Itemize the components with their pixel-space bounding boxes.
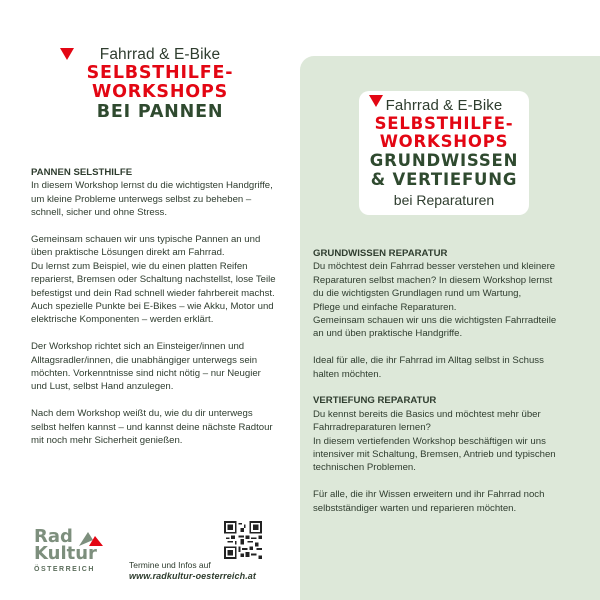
right-header-card [359, 91, 529, 215]
paragraph: Ideal für alle, die ihr Fahrrad im Alltag selbst in Schuss halten möchten. [313, 355, 544, 380]
radkultur-logo [34, 527, 114, 579]
logo-text-rad: Rad [34, 526, 73, 547]
right-header-tagline: bei Reparaturen [393, 192, 495, 208]
paragraph: In diesem Workshop lernst du die wichtigsten Handgriffe, um kleine Probleme unterwegs selbst zu beheben – schnell, sicher und ohne Stress. [31, 180, 273, 219]
right-content [313, 247, 593, 515]
paragraph: Für alle, die ihr Wissen erweitern und ihr Fahrrad noch selbstständiger warten und reparieren möchten. [313, 489, 545, 514]
left-content [31, 166, 293, 447]
logo-text-oesterreich: ÖSTERREICH [34, 566, 95, 573]
qr-code-icon [224, 521, 262, 559]
left-header [60, 46, 260, 122]
left-header-title-1: SELBSTHILFE- [86, 63, 234, 83]
left-header-subtitle: Fahrrad & E-Bike [99, 46, 221, 63]
right-header-title-3: GRUNDWISSEN [369, 151, 519, 170]
red-triangle-icon [60, 48, 74, 60]
section-heading: PANNEN SELSTHILFE [31, 167, 133, 178]
right-header-title-2: WORKSHOPS [379, 132, 509, 151]
section-heading: GRUNDWISSEN REPARATUR [313, 248, 448, 259]
right-header-title-4: & VERTIEFUNG [370, 170, 518, 189]
paragraph: Nach dem Workshop weißt du, wie du dir unterwegs selbst helfen kannst – und kannst deine nächste Radtour mit noch mehr Sicherheit genießen. [31, 408, 273, 447]
left-header-title-2: WORKSHOPS [92, 82, 228, 102]
footer-website-link[interactable]: www.radkultur-oesterreich.at [129, 571, 256, 581]
right-header-title-1: SELBSTHILFE- [374, 114, 514, 133]
paragraph: Der Workshop richtet sich an Einsteiger/innen und Alltagsradler/innen, die unabhängiger unterwegs sein möchten. Vorkenntnisse sind nicht nötig – nur Neugier und Lust, selbst Hand anzulegen. [31, 341, 261, 393]
right-header-subtitle: Fahrrad & E-Bike [385, 97, 503, 114]
logo-text-kultur: Kultur [34, 543, 97, 564]
red-triangle-icon [369, 95, 383, 107]
left-header-title-3: BEI PANNEN [96, 102, 224, 122]
footer-info-text: Termine und Infos auf [129, 560, 211, 570]
section-heading: VERTIEFUNG REPARATUR [313, 395, 437, 407]
paragraph: Du möchtest dein Fahrrad besser verstehen und kleinere Reparaturen selbst machen? In diesem Workshop lernst du die wichtigsten Grundlagen rund um Wartung, Pflege und einfache Reparaturen. Gemeinsam schauen wir uns die wichtigsten Fahrradteile an und üben praktische Handgriffe. [313, 261, 557, 340]
paragraph: Gemeinsam schauen wir uns typische Pannen an und üben praktische Lösungen direkt am Fahrrad. Du lernst zum Beispiel, wie du einen platten Reifen reparierst, Bremsen oder Schaltung nachstellst, lose Teile befestigst und dein Rad schnell wieder fahrbereit machst. Auch spezielle Punkte bei E-Bikes – wie Akku, Motor und elektrische Komponenten – werden erklärt. [31, 234, 276, 326]
paragraph: Du kennst bereits die Basics und möchtest mehr über Fahrradreparaturen lernen? In diesem vertiefenden Workshop beschäftigen wir uns intensiver mit Schaltung, Bremsen, Antrieb und typischen technischen Problemen. [313, 408, 556, 474]
